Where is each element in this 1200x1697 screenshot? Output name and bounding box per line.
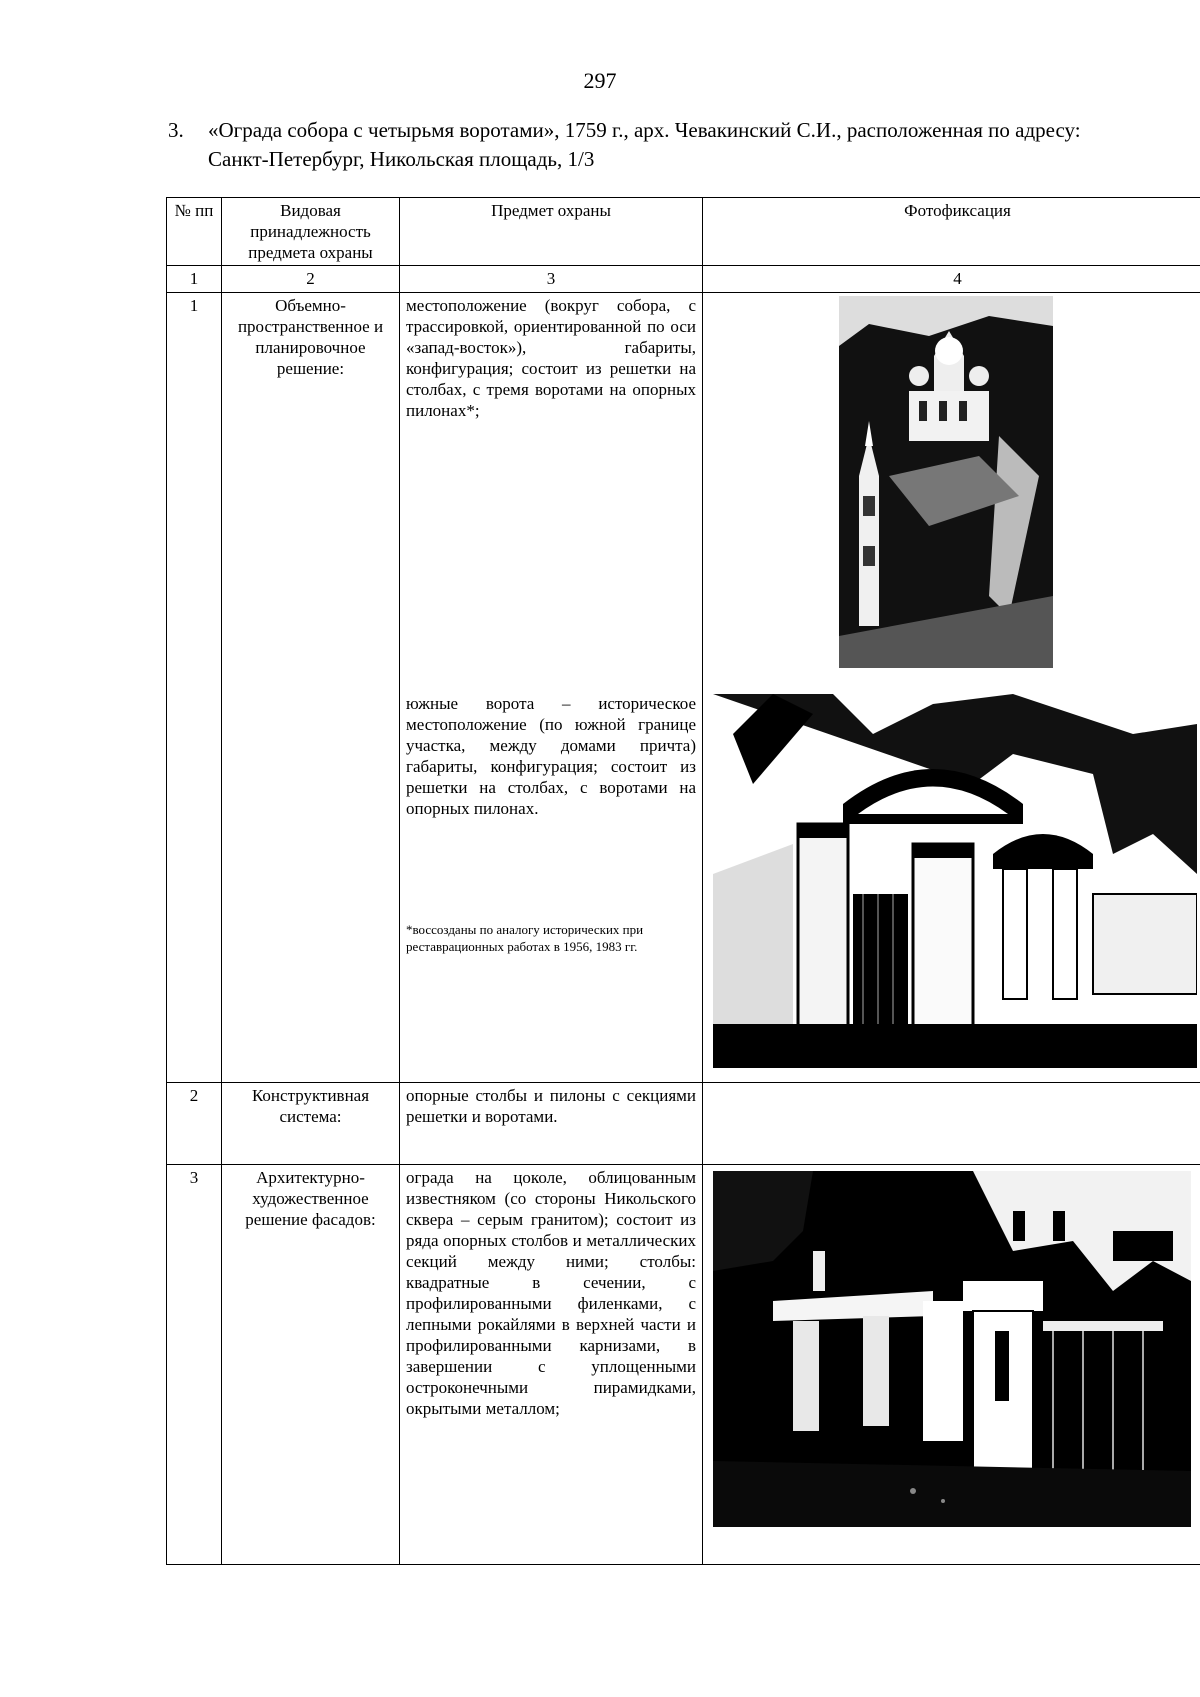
row-photos-empty bbox=[703, 1083, 1200, 1165]
row-type: Архитектурно-художественное решение фасадов: bbox=[222, 1165, 400, 1565]
table-header-row bbox=[167, 198, 1200, 266]
column-number: 2 bbox=[222, 266, 400, 293]
heading-text: «Ограда собора с четырьмя воротами», 1759 г., арх. Чевакинский С.И., расположенная по адресу: Санкт-Петербург, Никольская площадь, 1/3 bbox=[208, 118, 1081, 171]
table-row bbox=[167, 293, 1200, 1083]
row-photos bbox=[703, 1165, 1200, 1565]
photo-cathedral-aerial bbox=[839, 296, 1053, 668]
column-number: 1 bbox=[167, 266, 222, 293]
row-subject: ограда на цоколе, облицованным известняком (со стороны Никольского сквера – серым гранитом); состоит из ряда опорных столбов и металлических секций между ними; столбы: квадратные в сечении, с профилированными филенками, с лепными рокайлями в верхней части и профилированными карнизами, в завершении с уплощенными остроконечными пирамидками, окрытыми металлом; bbox=[400, 1165, 703, 1565]
row-number: 3 bbox=[167, 1165, 222, 1565]
header-type: Видовая принадлежность предмета охраны bbox=[222, 198, 400, 266]
photo-fence-facade bbox=[713, 1171, 1191, 1527]
row-number: 2 bbox=[167, 1083, 222, 1165]
table-row bbox=[167, 1165, 1200, 1565]
protection-table bbox=[166, 197, 1200, 1565]
row-subject bbox=[400, 293, 703, 1083]
subject-text-south-gate: южные ворота – историческое местоположение (по южной границе участка, между домами причта) габариты, конфигурация; состоит из решетки на столбах, с воротами на опорных пилонах. bbox=[406, 694, 696, 818]
row-number: 1 bbox=[167, 293, 222, 1083]
subject-text: местоположение (вокруг собора, с трассировкой, ориентированной по оси «запад-восток»), габариты, конфигурация; состоит из решетки на столбах, с тремя воротами на опорных пилонах*; bbox=[406, 296, 696, 420]
row-type: Объемно-пространственное и планировочное решение: bbox=[222, 293, 400, 1083]
row-photos bbox=[703, 293, 1200, 1083]
header-number: № пп bbox=[167, 198, 222, 266]
footnote: *воссозданы по аналогу исторических при реставрационных работах в 1956, 1983 гг. bbox=[406, 922, 644, 954]
column-number: 4 bbox=[703, 266, 1200, 293]
photo-south-gate bbox=[713, 694, 1197, 1068]
column-number-row bbox=[167, 266, 1200, 293]
heading-number: 3. bbox=[168, 118, 184, 142]
header-photo: Фотофиксация bbox=[703, 198, 1200, 266]
column-number: 3 bbox=[400, 266, 703, 293]
section-heading bbox=[168, 116, 1128, 174]
page-number: 297 bbox=[583, 68, 617, 93]
row-subject: опорные столбы и пилоны с секциями решетки и воротами. bbox=[400, 1083, 703, 1165]
table-row bbox=[167, 1083, 1200, 1165]
row-type: Конструктивная система: bbox=[222, 1083, 400, 1165]
header-subject: Предмет охраны bbox=[400, 198, 703, 266]
